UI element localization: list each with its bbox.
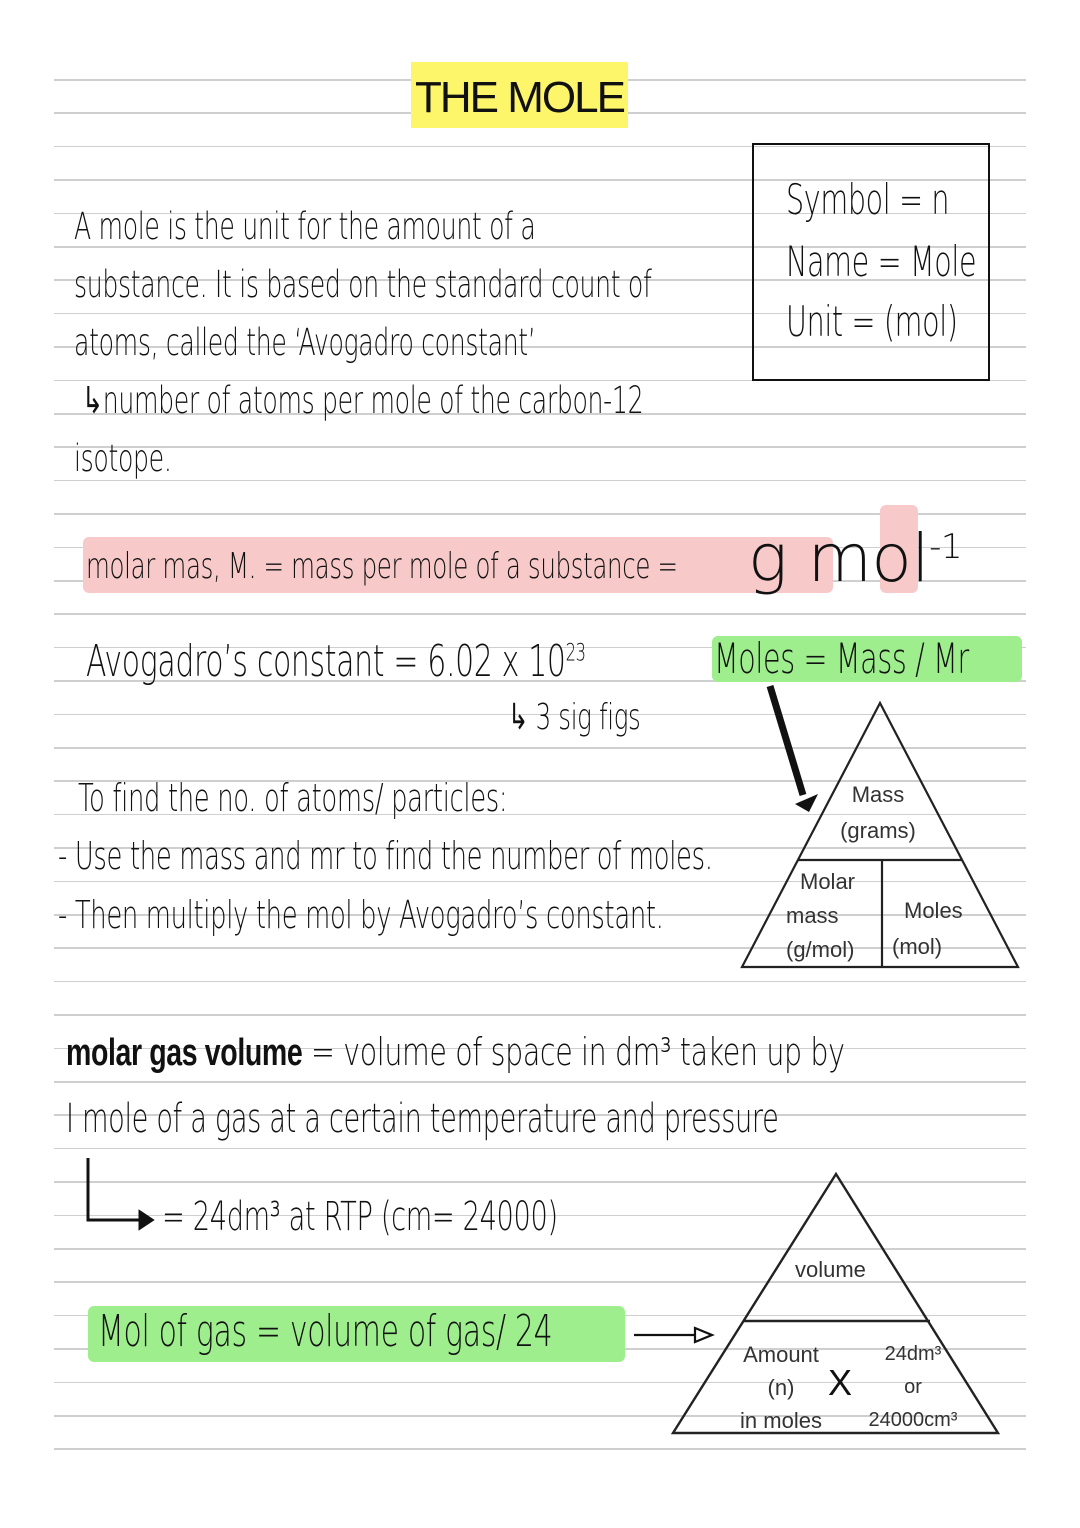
step-item: - Use the mass and mr to find the number of moles.: [58, 834, 713, 878]
info-name: Name = Mole: [786, 237, 977, 286]
intro-line: atoms, called the ‘Avogadro constant’: [74, 321, 536, 364]
info-symbol: Symbol = n: [786, 175, 950, 224]
avogadro-text: Avogadro’s constant = 6.02 x 10: [86, 636, 566, 687]
n-label: (n): [767, 1375, 795, 1400]
gas-arrow: [88, 1158, 152, 1228]
dm3-label: 24dm³: [884, 1343, 942, 1365]
gmol-label: (g/mol): [786, 937, 855, 962]
triangle2-left: [733, 1338, 829, 1437]
formula-arrow: [634, 1328, 712, 1342]
gas-def-1: = volume of space in dm³ taken up by: [302, 1030, 845, 1074]
molar-label: Molar: [800, 869, 856, 894]
gas-def-2: I mole of a gas at a certain temperature and pressure: [66, 1096, 779, 1142]
triangle1-top: [828, 777, 928, 849]
gas-formula: Mol of gas = volume of gas/ 24: [98, 1306, 553, 1357]
intro-line: isotope.: [74, 437, 172, 480]
steps-heading: To find the no. of atoms/ particles:: [78, 776, 508, 820]
in-moles-label: in moles: [740, 1408, 822, 1433]
molar-gas-volume-term: molar gas volume: [66, 1032, 303, 1074]
moles-label: Moles: [904, 898, 963, 923]
mol-label: (mol): [892, 934, 943, 959]
mass-label: mass: [786, 903, 839, 928]
molar-mass-unit-text: g mol: [748, 520, 930, 597]
arrow-to-triangle: [770, 686, 818, 812]
intro-line: substance. It is based on the standard count of: [74, 263, 652, 306]
gas-volume-value: = 24dm³ at RTP (cm= 24000): [162, 1194, 558, 1240]
triangle1-left: [786, 865, 855, 967]
or-label: or: [904, 1376, 922, 1398]
info-unit: Unit = (mol): [786, 297, 958, 346]
avogadro-exponent: 23: [565, 638, 586, 667]
sig-figs-note: ↳ 3 sig figs: [508, 697, 641, 738]
intro-line: ↳number of atoms per mole of the carbon-12: [82, 379, 644, 422]
volume-label: volume: [795, 1257, 866, 1282]
mass-label: Mass: [851, 782, 905, 807]
molar-mass-definition: molar mas, M. = mass per mole of a substance =: [86, 546, 678, 587]
moles-formula: Moles = Mass / Mr: [714, 634, 969, 683]
step-item: - Then multiply the mol by Avogadro’s constant.: [58, 893, 664, 937]
grams-label: (grams): [840, 818, 916, 843]
molar-mass-unit-exponent: -1: [929, 527, 963, 567]
triangle2-right: [858, 1338, 968, 1437]
page-title: THE MOLE: [411, 62, 628, 128]
intro-line: A mole is the unit for the amount of a: [74, 205, 536, 248]
cm3-label: 24000cm³: [868, 1409, 958, 1431]
amount-label: Amount: [743, 1342, 819, 1367]
triangle1-right: [892, 893, 963, 965]
molar-gas-volume-definition: [66, 1030, 845, 1075]
times-sign: X: [828, 1362, 853, 1403]
